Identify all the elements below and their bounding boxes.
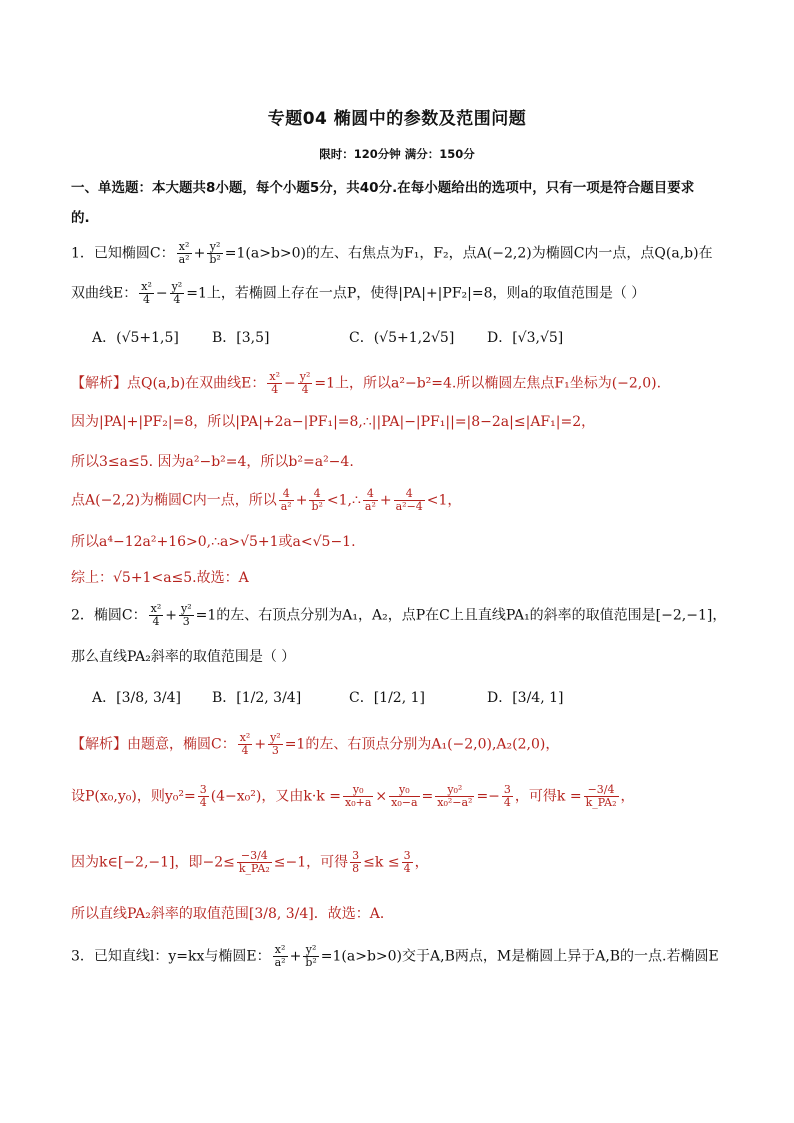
page-title: 专题04 椭圆中的参数及范围问题 [267, 109, 527, 129]
q2-solution-line3: 因为k∈[−2,−1]，即−2≤ $\frac{-3/4}{\text{k\_PA₂}}$ ≤−1，可得 $\frac{3}{8}$ ≤k ≤ $\frac{3}{4}$ ， [71, 849, 429, 875]
q2-stem-line2: 那么直线PA₂斜率的取值范围是（ ） [71, 649, 296, 665]
q1-solution-line3: 所以3≤a≤5. 因为a²−b²=4，所以b²=a²−4. [71, 454, 354, 470]
q2-option-a[interactable]: A．[3/8, 3/4] [92, 690, 181, 706]
q2-solution-line1: 【解析】由题意，椭圆C： $\frac{\text{x²}}{4}$ + $\frac{\text{y²}}{3}$ =1的左、右顶点分别为A₁(−2,0),A₂(2,0)， [71, 731, 560, 757]
q3-stem-line1: 3．已知直线l：y=kx与椭圆E： $\frac{\text{x²}}{\text{a²}}$ + $\frac{\text{y²}}{\text{b²}}$ =1(a>b>0)交于A,B两点，M是椭圆上异于A,B的一点.若椭圆E [71, 943, 719, 969]
q1-solution-line1: 【解析】点Q(a,b)在双曲线E： $\frac{\text{x²}}{4}$ − $\frac{\text{y²}}{4}$ =1上，所以a²−b²=4.所以椭圆左焦点F₁坐标为(−2,0). [71, 370, 662, 396]
q1-option-d[interactable]: D．[√3,√5] [487, 330, 564, 346]
q1-option-c[interactable]: C．(√5+1,2√5] [349, 330, 455, 346]
section-heading-cont: 的. [71, 210, 90, 226]
q1-answer: A [238, 570, 249, 586]
q2-option-d[interactable]: D．[3/4, 1] [487, 690, 564, 706]
q2-solution-conclusion: 所以直线PA₂斜率的取值范围[3/8, 3/4]．故选：A． [71, 906, 394, 922]
q1-option-b[interactable]: B．[3,5] [212, 330, 270, 346]
q2-option-c[interactable]: C．[1/2, 1] [349, 690, 425, 706]
q2-stem-line1: 2．椭圆C： $\frac{\text{x²}}{4}$ + $\frac{\text{y²}}{3}$ =1的左、右顶点分别为A₁，A₂，点P在C上且直线PA₁的斜率的取值范围是[−2,−1]， [71, 602, 727, 628]
q2-solution-line2: 设P(x₀,y₀)，则y₀²= $\frac{3}{4}$ (4−x₀²)，又由k·k = $\frac{\text{y₀}}{\text{x₀+a}}$ × $\frac{\text{y₀}}{\text{x₀−a}}$ = $\frac{\text{y₀²}}{\text{x₀²−a²}}$ =− $\frac{3}{4}$ ，可得k = $\frac{-3/4}{\text{k\_PA₂}}$ ， [71, 783, 635, 809]
q2-option-b[interactable]: B．[1/2, 3/4] [212, 690, 302, 706]
time-score-info: 限时：120分钟 满分：150分 [319, 147, 475, 161]
q1-solution-line5: 所以a⁴−12a²+16>0,∴a>√5+1或a<√5−1. [71, 534, 356, 550]
q1-stem-line1: 1．已知椭圆C： $\frac{\text{x²}}{\text{a²}}$ + $\frac{\text{y²}}{\text{b²}}$ =1(a>b>0)的左、右焦点为F₁，F₂，点A(−2,2)为椭圆C内一点，点Q(a,b)在 [71, 240, 713, 266]
q2-answer: A． [369, 906, 394, 922]
q1-solution-line4: 点A(−2,2)为椭圆C内一点，所以 $\frac{4}{\text{a²}}$ + $\frac{4}{\text{b²}}$ <1,∴ $\frac{4}{\text{a²}}$ + $\frac{4}{\text{a²−4}}$ <1， [71, 487, 462, 513]
q1-stem-line2: 双曲线E： $\frac{\text{x²}}{4}$ − $\frac{\text{y²}}{4}$ =1上，若椭圆上存在一点P，使得|PA|+|PF₂|=8，则a的取值范围是（ ） [71, 280, 646, 306]
q1-option-a[interactable]: A．(√5+1,5] [92, 330, 179, 346]
section-heading: 一、单选题：本大题共8小题，每个小题5分，共40分.在每小题给出的选项中，只有一项是符合题目要求 [71, 180, 695, 196]
q1-solution-conclusion: 综上：√5+1<a≤5.故选：A [71, 570, 249, 586]
q1-solution-line2: 因为|PA|+|PF₂|=8，所以|PA|+2a−|PF₁|=8,∴||PA|−|PF₁||=|8−2a|≤|AF₁|=2， [71, 414, 596, 430]
